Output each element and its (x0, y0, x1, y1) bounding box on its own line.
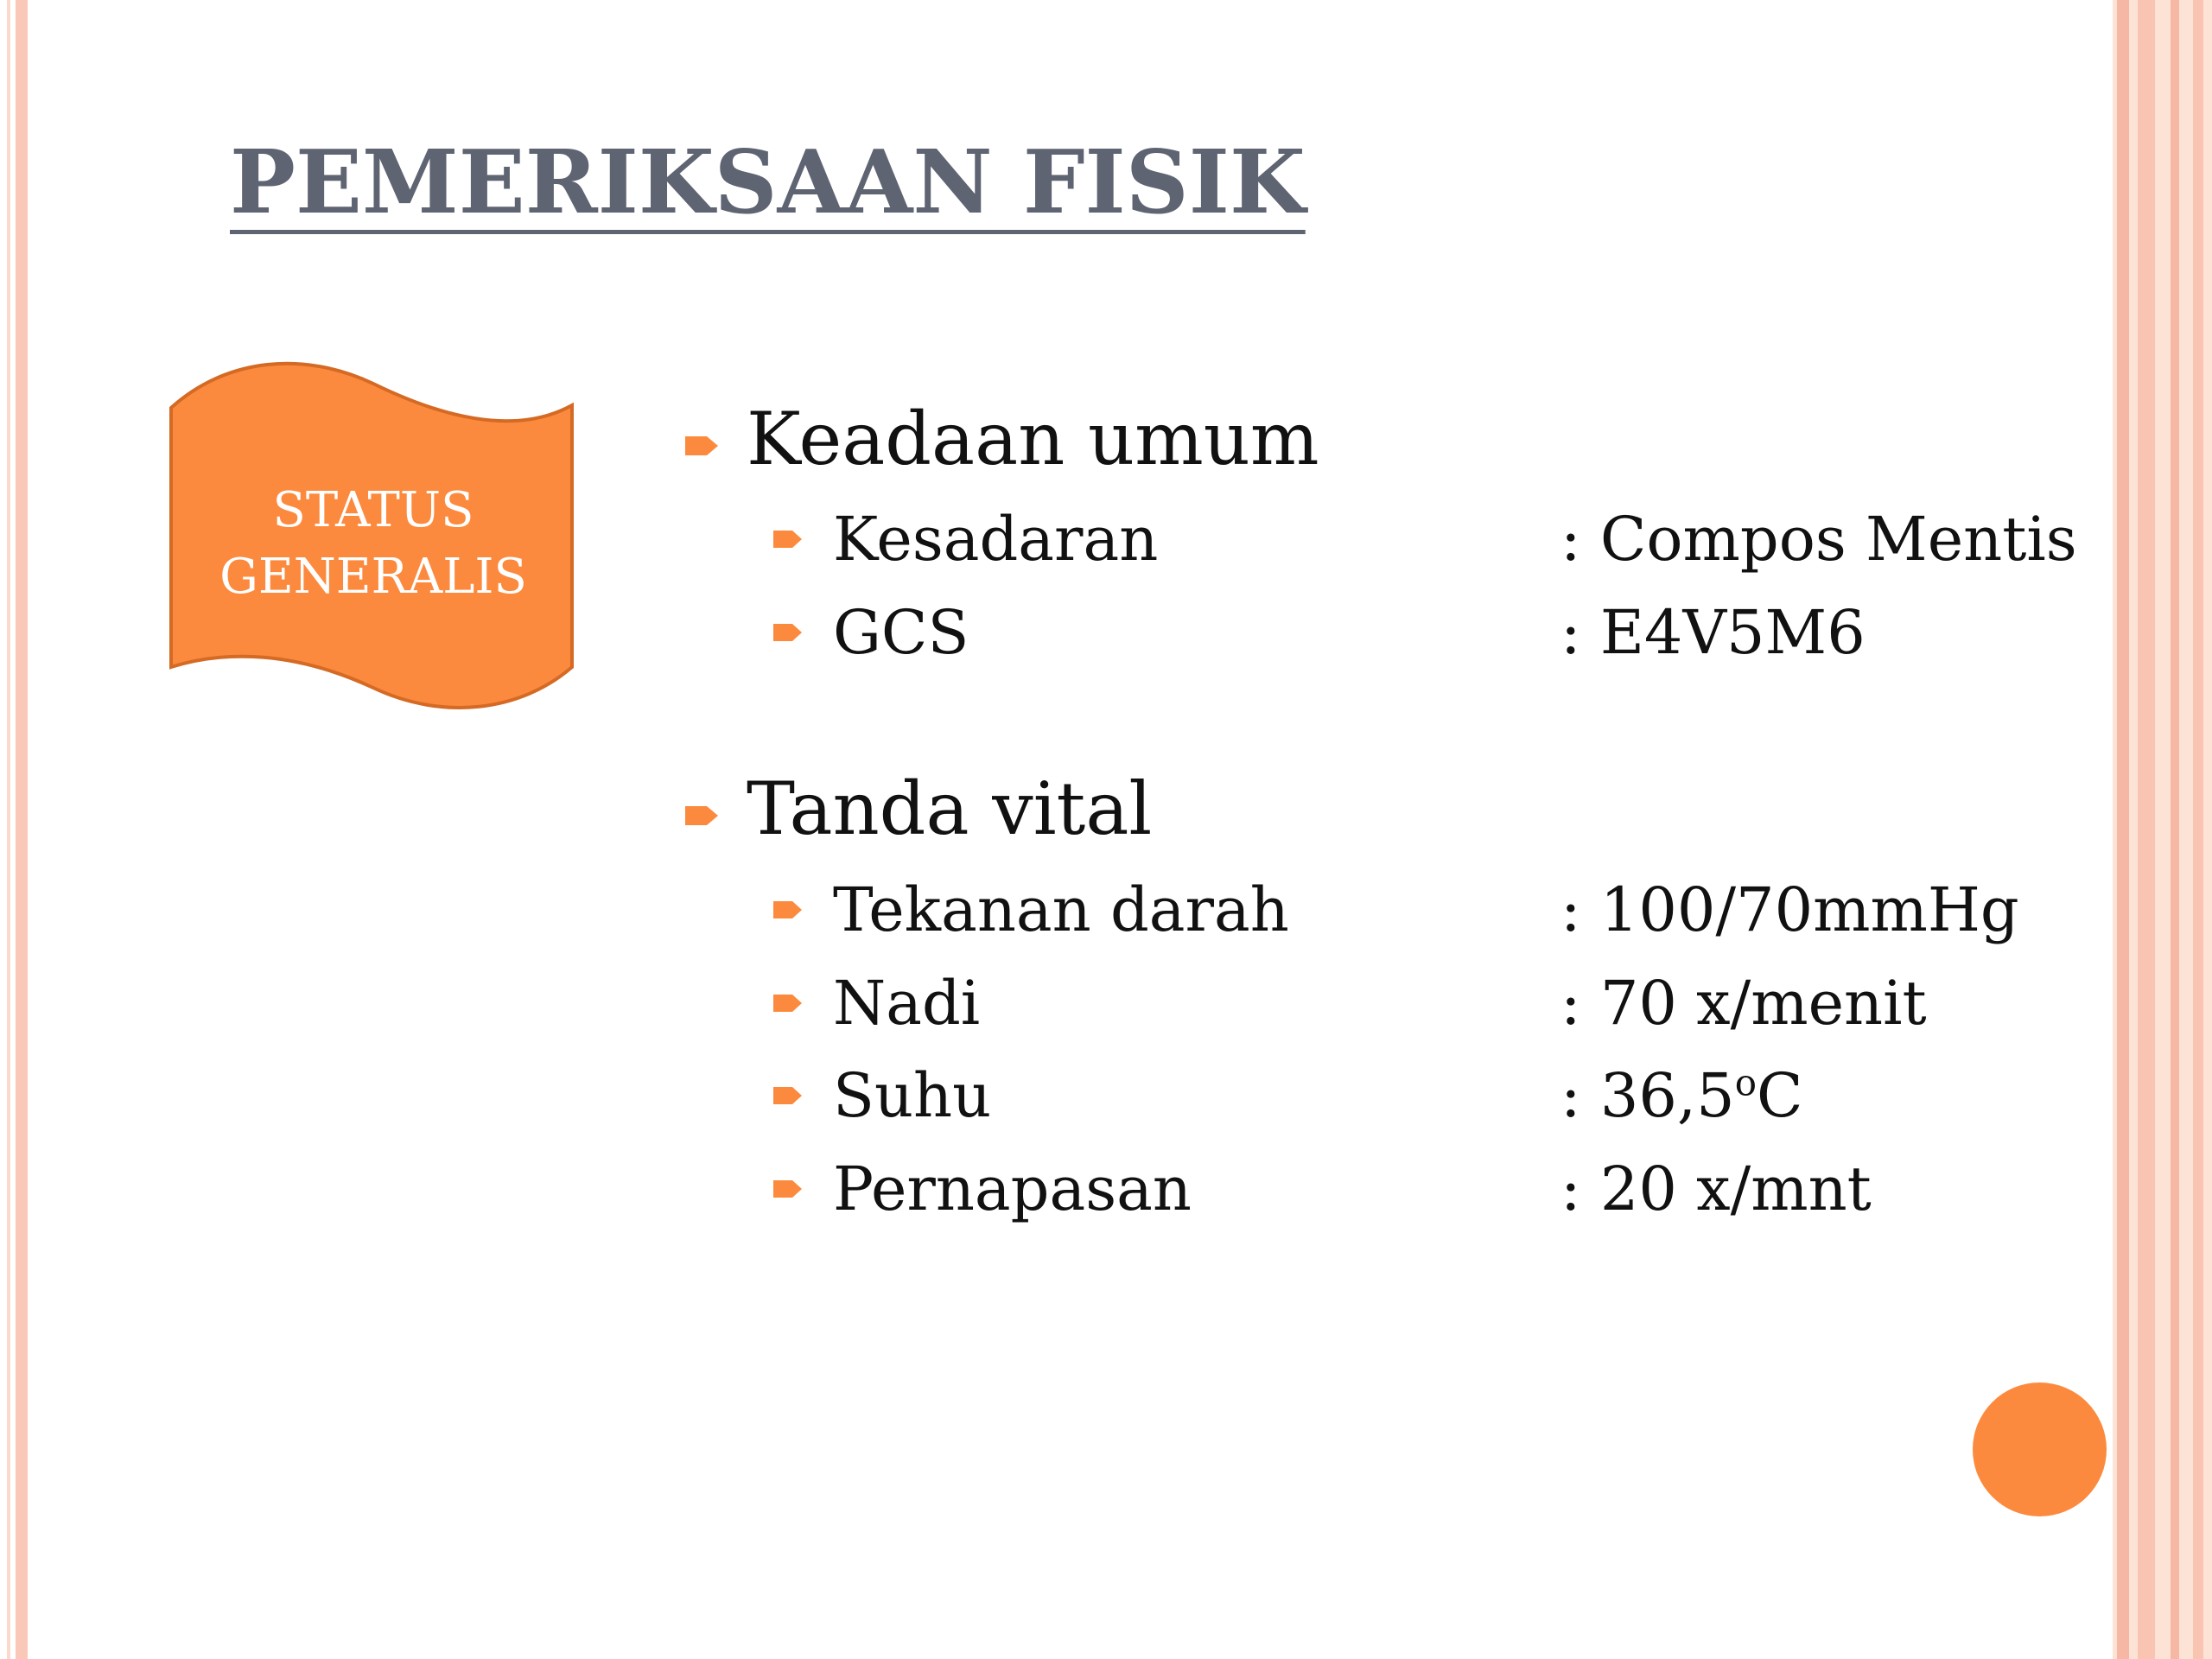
banner-line-2: GENERALIS (219, 549, 527, 605)
section-heading: Keadaan umum (747, 397, 1319, 481)
arrow-bullet-icon (772, 1084, 804, 1107)
arrow-bullet-icon (772, 992, 804, 1014)
left-frame-stripe (16, 0, 28, 1659)
arrow-bullet-icon (683, 803, 721, 829)
item-label: GCS (833, 597, 969, 668)
right-frame-pink-1 (2117, 0, 2129, 1659)
status-generalis-banner (166, 358, 581, 716)
item-label: Suhu (833, 1060, 992, 1131)
degree-superscript: o (1734, 1061, 1757, 1104)
left-frame-line (7, 0, 10, 1659)
arrow-bullet-icon (683, 433, 721, 459)
arrow-bullet-icon (772, 528, 804, 550)
item-label: Nadi (833, 968, 981, 1039)
right-frame-pink-2 (2138, 0, 2155, 1659)
banner-line-1: STATUS (272, 482, 474, 538)
item-value: : 70 x/menit (1560, 968, 1927, 1039)
decorative-orange-circle (1973, 1382, 2107, 1516)
slide-title: PEMERIKSAAN FISIK (230, 130, 1306, 233)
arrow-bullet-icon (772, 899, 804, 921)
value-unit: C (1757, 1060, 1803, 1131)
right-frame-pink-4 (2193, 0, 2203, 1659)
item-label: Pernapasan (833, 1154, 1192, 1224)
section-heading: Tanda vital (747, 766, 1153, 851)
item-value: : Compos Mentis (1560, 504, 2077, 575)
item-label: Tekanan darah (833, 874, 1289, 945)
arrow-bullet-icon (772, 621, 804, 644)
item-label: Kesadaran (833, 504, 1159, 575)
item-value (1560, 1052, 1803, 1139)
value-main: : 36,5 (1560, 1060, 1735, 1131)
item-value: : E4V5M6 (1560, 597, 1866, 668)
arrow-bullet-icon (772, 1178, 804, 1200)
right-frame-pink-3 (2171, 0, 2179, 1659)
item-value: : 100/70mmHg (1560, 874, 2019, 945)
item-value: : 20 x/mnt (1560, 1154, 1872, 1224)
